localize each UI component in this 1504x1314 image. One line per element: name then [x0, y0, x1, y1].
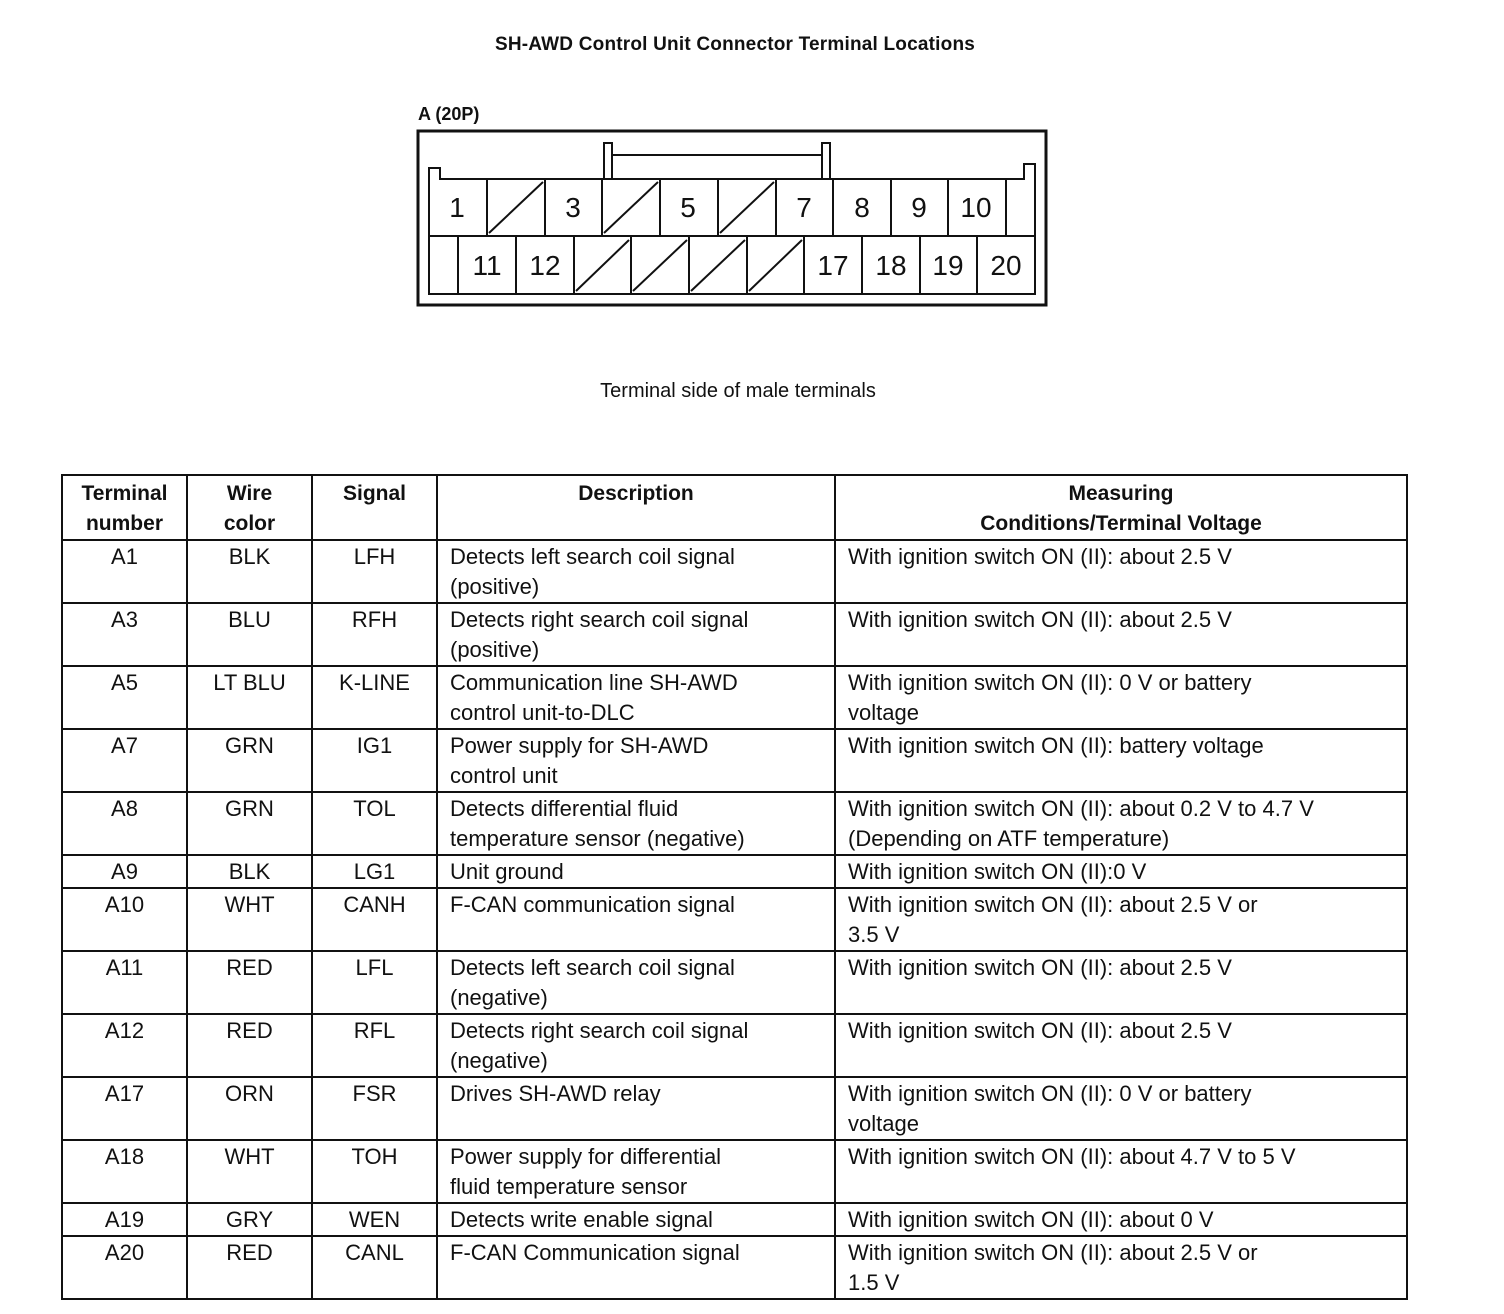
table-row	[62, 888, 1407, 951]
pin-number: 5	[680, 192, 696, 223]
terminal-cell: A5	[62, 666, 187, 729]
measuring-cell: With ignition switch ON (II): 0 V or battery voltage	[835, 666, 1407, 729]
wire-color-cell: LT BLU	[187, 666, 312, 729]
wire-color-cell: RED	[187, 1014, 312, 1077]
signal-cell: WEN	[312, 1203, 437, 1236]
description-cell: Unit ground	[437, 855, 835, 888]
measuring-cell: With ignition switch ON (II): about 0 V	[835, 1203, 1407, 1236]
table-row	[62, 1140, 1407, 1203]
table-row	[62, 951, 1407, 1014]
connector-label: A (20P)	[418, 104, 480, 124]
connector-diagram	[0, 0, 1504, 320]
signal-cell: FSR	[312, 1077, 437, 1140]
measuring-cell: With ignition switch ON (II): 0 V or battery voltage	[835, 1077, 1407, 1140]
measuring-cell: With ignition switch ON (II): about 2.5 V	[835, 951, 1407, 1014]
terminal-table	[61, 474, 1408, 1300]
description-cell: Power supply for SH-AWD control unit	[437, 729, 835, 792]
measuring-cell: With ignition switch ON (II): about 2.5 V	[835, 603, 1407, 666]
header-measuring-conditions: Measuring Conditions/Terminal Voltage	[835, 475, 1407, 540]
wire-color-cell: GRN	[187, 729, 312, 792]
table-row	[62, 540, 1407, 603]
terminal-cell: A3	[62, 603, 187, 666]
pin-number: 11	[472, 250, 502, 281]
terminal-cell: A20	[62, 1236, 187, 1299]
pin-number: 1	[449, 192, 465, 223]
pin-number: 12	[529, 250, 561, 281]
locking-tab	[822, 143, 830, 179]
wire-color-cell: BLK	[187, 540, 312, 603]
terminal-cell: A1	[62, 540, 187, 603]
description-cell: Power supply for differential fluid temperature sensor	[437, 1140, 835, 1203]
table-row	[62, 666, 1407, 729]
description-cell: Detects left search coil signal (negative)	[437, 951, 835, 1014]
terminal-cell: A19	[62, 1203, 187, 1236]
description-cell: Detects right search coil signal (positive)	[437, 603, 835, 666]
description-cell: F-CAN Communication signal	[437, 1236, 835, 1299]
diagram-caption: Terminal side of male terminals	[600, 380, 876, 402]
measuring-cell: With ignition switch ON (II): about 2.5 V or 3.5 V	[835, 888, 1407, 951]
measuring-cell: With ignition switch ON (II): battery voltage	[835, 729, 1407, 792]
wire-color-cell: RED	[187, 1236, 312, 1299]
description-cell: Detects left search coil signal (positive)	[437, 540, 835, 603]
wire-color-cell: WHT	[187, 888, 312, 951]
signal-cell: CANL	[312, 1236, 437, 1299]
pin-number: 7	[796, 192, 812, 223]
table-row	[62, 1203, 1407, 1236]
description-cell: F-CAN communication signal	[437, 888, 835, 951]
wire-color-cell: ORN	[187, 1077, 312, 1140]
terminal-cell: A18	[62, 1140, 187, 1203]
measuring-cell: With ignition switch ON (II): about 2.5 V	[835, 1014, 1407, 1077]
description-cell: Detects write enable signal	[437, 1203, 835, 1236]
terminal-cell: A7	[62, 729, 187, 792]
terminal-cell: A9	[62, 855, 187, 888]
pin-number: 8	[854, 192, 870, 223]
signal-cell: CANH	[312, 888, 437, 951]
signal-cell: RFH	[312, 603, 437, 666]
measuring-cell: With ignition switch ON (II): about 0.2 V to 4.7 V (Depending on ATF temperature)	[835, 792, 1407, 855]
signal-cell: LFL	[312, 951, 437, 1014]
table-row	[62, 792, 1407, 855]
pin-number: 10	[960, 192, 992, 223]
signal-cell: TOL	[312, 792, 437, 855]
measuring-cell: With ignition switch ON (II): about 2.5 V	[835, 540, 1407, 603]
description-cell: Drives SH-AWD relay	[437, 1077, 835, 1140]
pin-number: 17	[817, 250, 849, 281]
terminal-cell: A8	[62, 792, 187, 855]
wire-color-cell: GRN	[187, 792, 312, 855]
pin-number: 9	[911, 192, 927, 223]
table-row	[62, 1014, 1407, 1077]
header-description: Description	[437, 475, 835, 540]
header-terminal-number: Terminal number	[62, 475, 187, 540]
pin-number: 20	[990, 250, 1022, 281]
description-cell: Detects right search coil signal (negative)	[437, 1014, 835, 1077]
locking-tab	[604, 143, 612, 179]
table-header-row	[62, 475, 1407, 540]
pin-number: 3	[565, 192, 581, 223]
wire-color-cell: GRY	[187, 1203, 312, 1236]
wire-color-cell: BLK	[187, 855, 312, 888]
description-cell: Detects differential fluid temperature sensor (negative)	[437, 792, 835, 855]
header-wire-color: Wire color	[187, 475, 312, 540]
pin-number: 18	[875, 250, 907, 281]
wire-color-cell: BLU	[187, 603, 312, 666]
signal-cell: IG1	[312, 729, 437, 792]
page-title: SH-AWD Control Unit Connector Terminal Locations	[494, 34, 976, 55]
terminal-cell: A17	[62, 1077, 187, 1140]
table-row	[62, 729, 1407, 792]
terminal-cell: A12	[62, 1014, 187, 1077]
header-signal: Signal	[312, 475, 437, 540]
wire-color-cell: RED	[187, 951, 312, 1014]
signal-cell: LFH	[312, 540, 437, 603]
terminal-cell: A11	[62, 951, 187, 1014]
signal-cell: RFL	[312, 1014, 437, 1077]
measuring-cell: With ignition switch ON (II): about 2.5 V or 1.5 V	[835, 1236, 1407, 1299]
description-cell: Communication line SH-AWD control unit-to-DLC	[437, 666, 835, 729]
table-row	[62, 855, 1407, 888]
signal-cell: TOH	[312, 1140, 437, 1203]
measuring-cell: With ignition switch ON (II):0 V	[835, 855, 1407, 888]
terminal-cell: A10	[62, 888, 187, 951]
table-row	[62, 603, 1407, 666]
signal-cell: K-LINE	[312, 666, 437, 729]
measuring-cell: With ignition switch ON (II): about 4.7 V to 5 V	[835, 1140, 1407, 1203]
wire-color-cell: WHT	[187, 1140, 312, 1203]
signal-cell: LG1	[312, 855, 437, 888]
table-row	[62, 1077, 1407, 1140]
table-row	[62, 1236, 1407, 1299]
pin-number: 19	[932, 250, 964, 281]
